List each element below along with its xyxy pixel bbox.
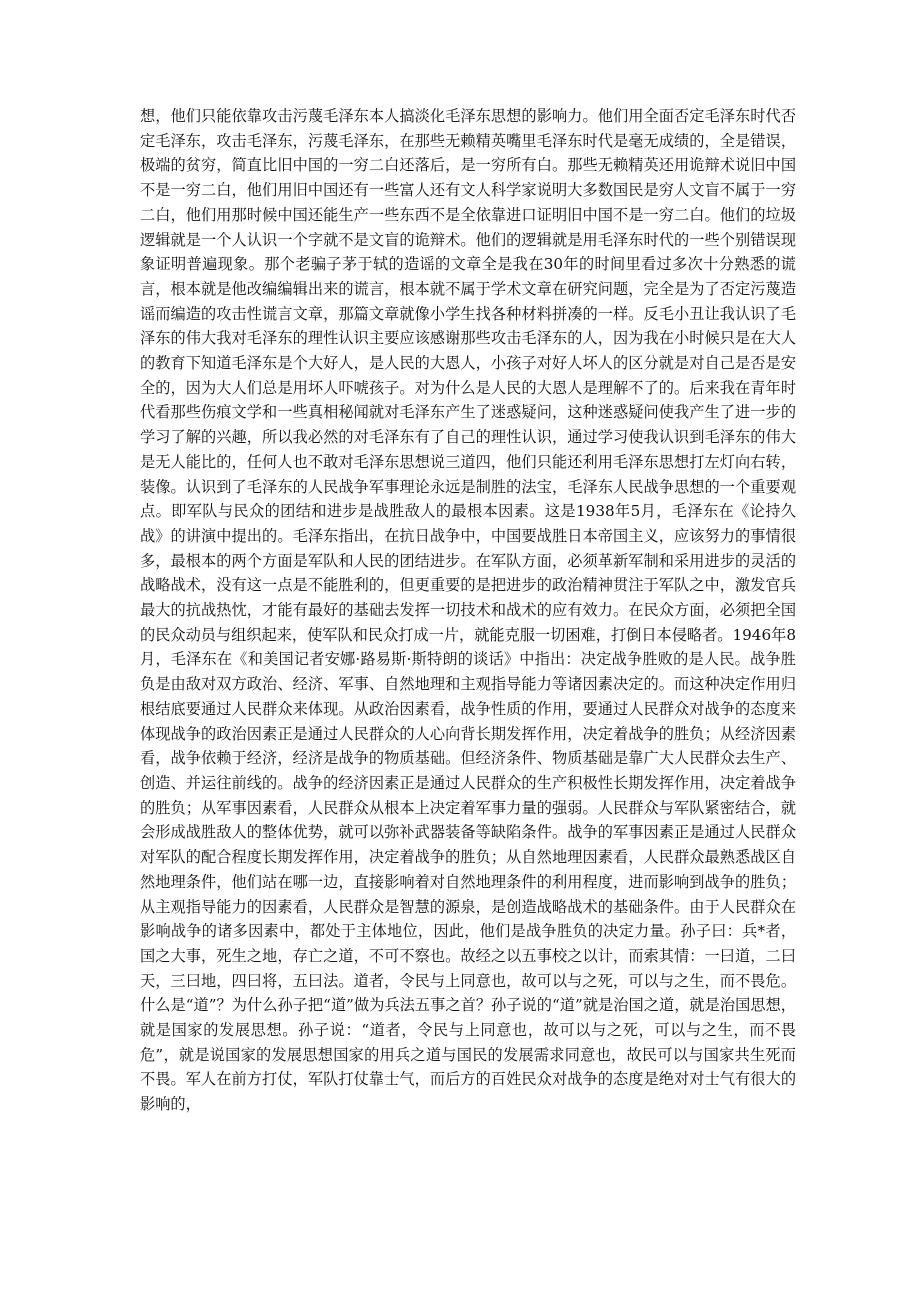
body-paragraph: 想，他们只能依靠攻击污蔑毛泽东本人搞淡化毛泽东思想的影响力。他们用全面否定毛泽东时代否定毛泽东，攻击毛泽东，污蔑毛泽东，在那些无赖精英嘴里毛泽东时代是毫无成绩的，全是错误，极端的贫穷，简直比旧中国的一穷二白还落后，是一穷所有白。那些无赖精英还用诡辩术说旧中国不是一穷二白，他们用旧中国还有一些富人还有文人科学家说明大多数国民是穷人文盲不属于一穷二白，他们用那时候中国还能生产一些东西不是全依靠进口证明旧中国不是一穷二白。他们的垃圾逻辑就是一个人认识一个字就不是文盲的诡辩术。他们的逻辑就是用毛泽东时代的一些个别错误现象证明普遍现象。那个老骗子茅于轼的造谣的文章全是我在30年的时间里看过多次十分熟悉的谎言，根本就是他改编编辑出来的谎言，根本就不属于学术文章在研究问题，完全是为了否定污蔑造谣而编造的攻击性谎言文章，那篇文章就像小学生找各种材料拼凑的一样。反毛小丑让我认识了毛泽东的伟大我对毛泽东的理性认识主要应该感谢那些攻击毛泽东的人，因为我在小时候只是在大人的教育下知道毛泽东是个大好人，是人民的大恩人，小孩子对好人坏人的区分就是对自己是否是安全的，因为大人们总是用坏人吓唬孩子。对为什么是人民的大恩人是理解不了的。后来我在青年时代看那些伤痕文学和一些真相秘闻就对毛泽东产生了迷惑疑问，这种迷惑疑问使我产生了进一步的学习了解的兴趣，所以我必然的对毛泽东有了自己的理性认识，通过学习使我认识到毛泽东的伟大是无人能比的，任何人也不敢对毛泽东思想说三道四，他们只能还利用毛泽东思想打左灯向右转，装像。认识到了毛泽东的人民战争军事理论永远是制胜的法宝，毛泽东人民战争思想的一个重要观点。即军队与民众的团结和进步是战胜敌人的最根本因素。这是1938年5月，毛泽东在《论持久战》的讲演中提出的。毛泽东指出，在抗日战争中，中国要战胜日本帝国主义，应该努力的事情很多，最根本的两个方面是军队和人民的团结进步。在军队方面，必须革新军制和采用进步的灵活的战略战术，没有这一点是不能胜利的，但更重要的是把进步的政治精神贯注于军队之中，激发官兵最大的抗战热忱，才能有最好的基础去发挥一切技术和战术的应有效力。在民众方面，必须把全国的民众动员与组织起来，使军队和民众打成一片，就能克服一切困难，打倒日本侵略者。1946年8月，毛泽东在《和美国记者安娜·路易斯·斯特朗的谈话》中指出：决定战争胜败的是人民。战争胜负是由敌对双方政治、经济、军事、自然地理和主观指导能力等诸因素决定的。而这种决定作用归根结底要通过人民群众来体现。从政治因素看，战争性质的作用，要通过人民群众对战争的态度来体现战争的政治因素正是通过人民群众的人心向背长期发挥作用，决定着战争的胜负；从经济因素看，战争依赖于经济，经济是战争的物质基础。但经济条件、物质基础是靠广大人民群众去生产、创造、并运往前线的。战争的经济因素正是通过人民群众的生产积极性长期发挥作用，决定着战争的胜负；从军事因素看，人民群众从根本上决定着军事力量的强弱。人民群众与军队紧密结合，就会形成战胜敌人的整体优势，就可以弥补武器装备等缺陷条件。战争的军事因素正是通过人民群众对军队的配合程度长期发挥作用，决定着战争的胜负；从自然地理因素看，人民群众最熟悉战区自然地理条件，他们站在哪一边，直接影响着对自然地理条件的利用程度，进而影响到战争的胜负；从主观指导能力的因素看，人民群众是智慧的源泉，是创造战略战术的基础条件。由于人民群众在影响战争的诸多因素中，都处于主体地位，因此，他们是战争胜负的决定力量。孙子曰：兵*者，国之大事，死生之地，存亡之道，不可不察也。故经之以五事校之以计，而索其情：一曰道，二曰天，三曰地，四曰将，五曰法。道者，令民与上同意也，故可以与之死，可以与之生，而不畏危。什么是“道”？为什么孙子把“道”做为兵法五事之首？孙子说的“道”就是治国之道，就是治国思想，就是国家的发展思想。孙子说：“道者，令民与上同意也，故可以与之死，可以与之生，而不畏危”，就是说国家的发展思想国家的用兵之道与国民的发展需求同意也，故民可以与国家共生死而不畏。军人在前方打仗，军队打仗靠士气，而后方的百姓民众对战争的态度是绝对对士气有很大的影响的， [140,107,796,1114]
document-page [140,104,796,1117]
